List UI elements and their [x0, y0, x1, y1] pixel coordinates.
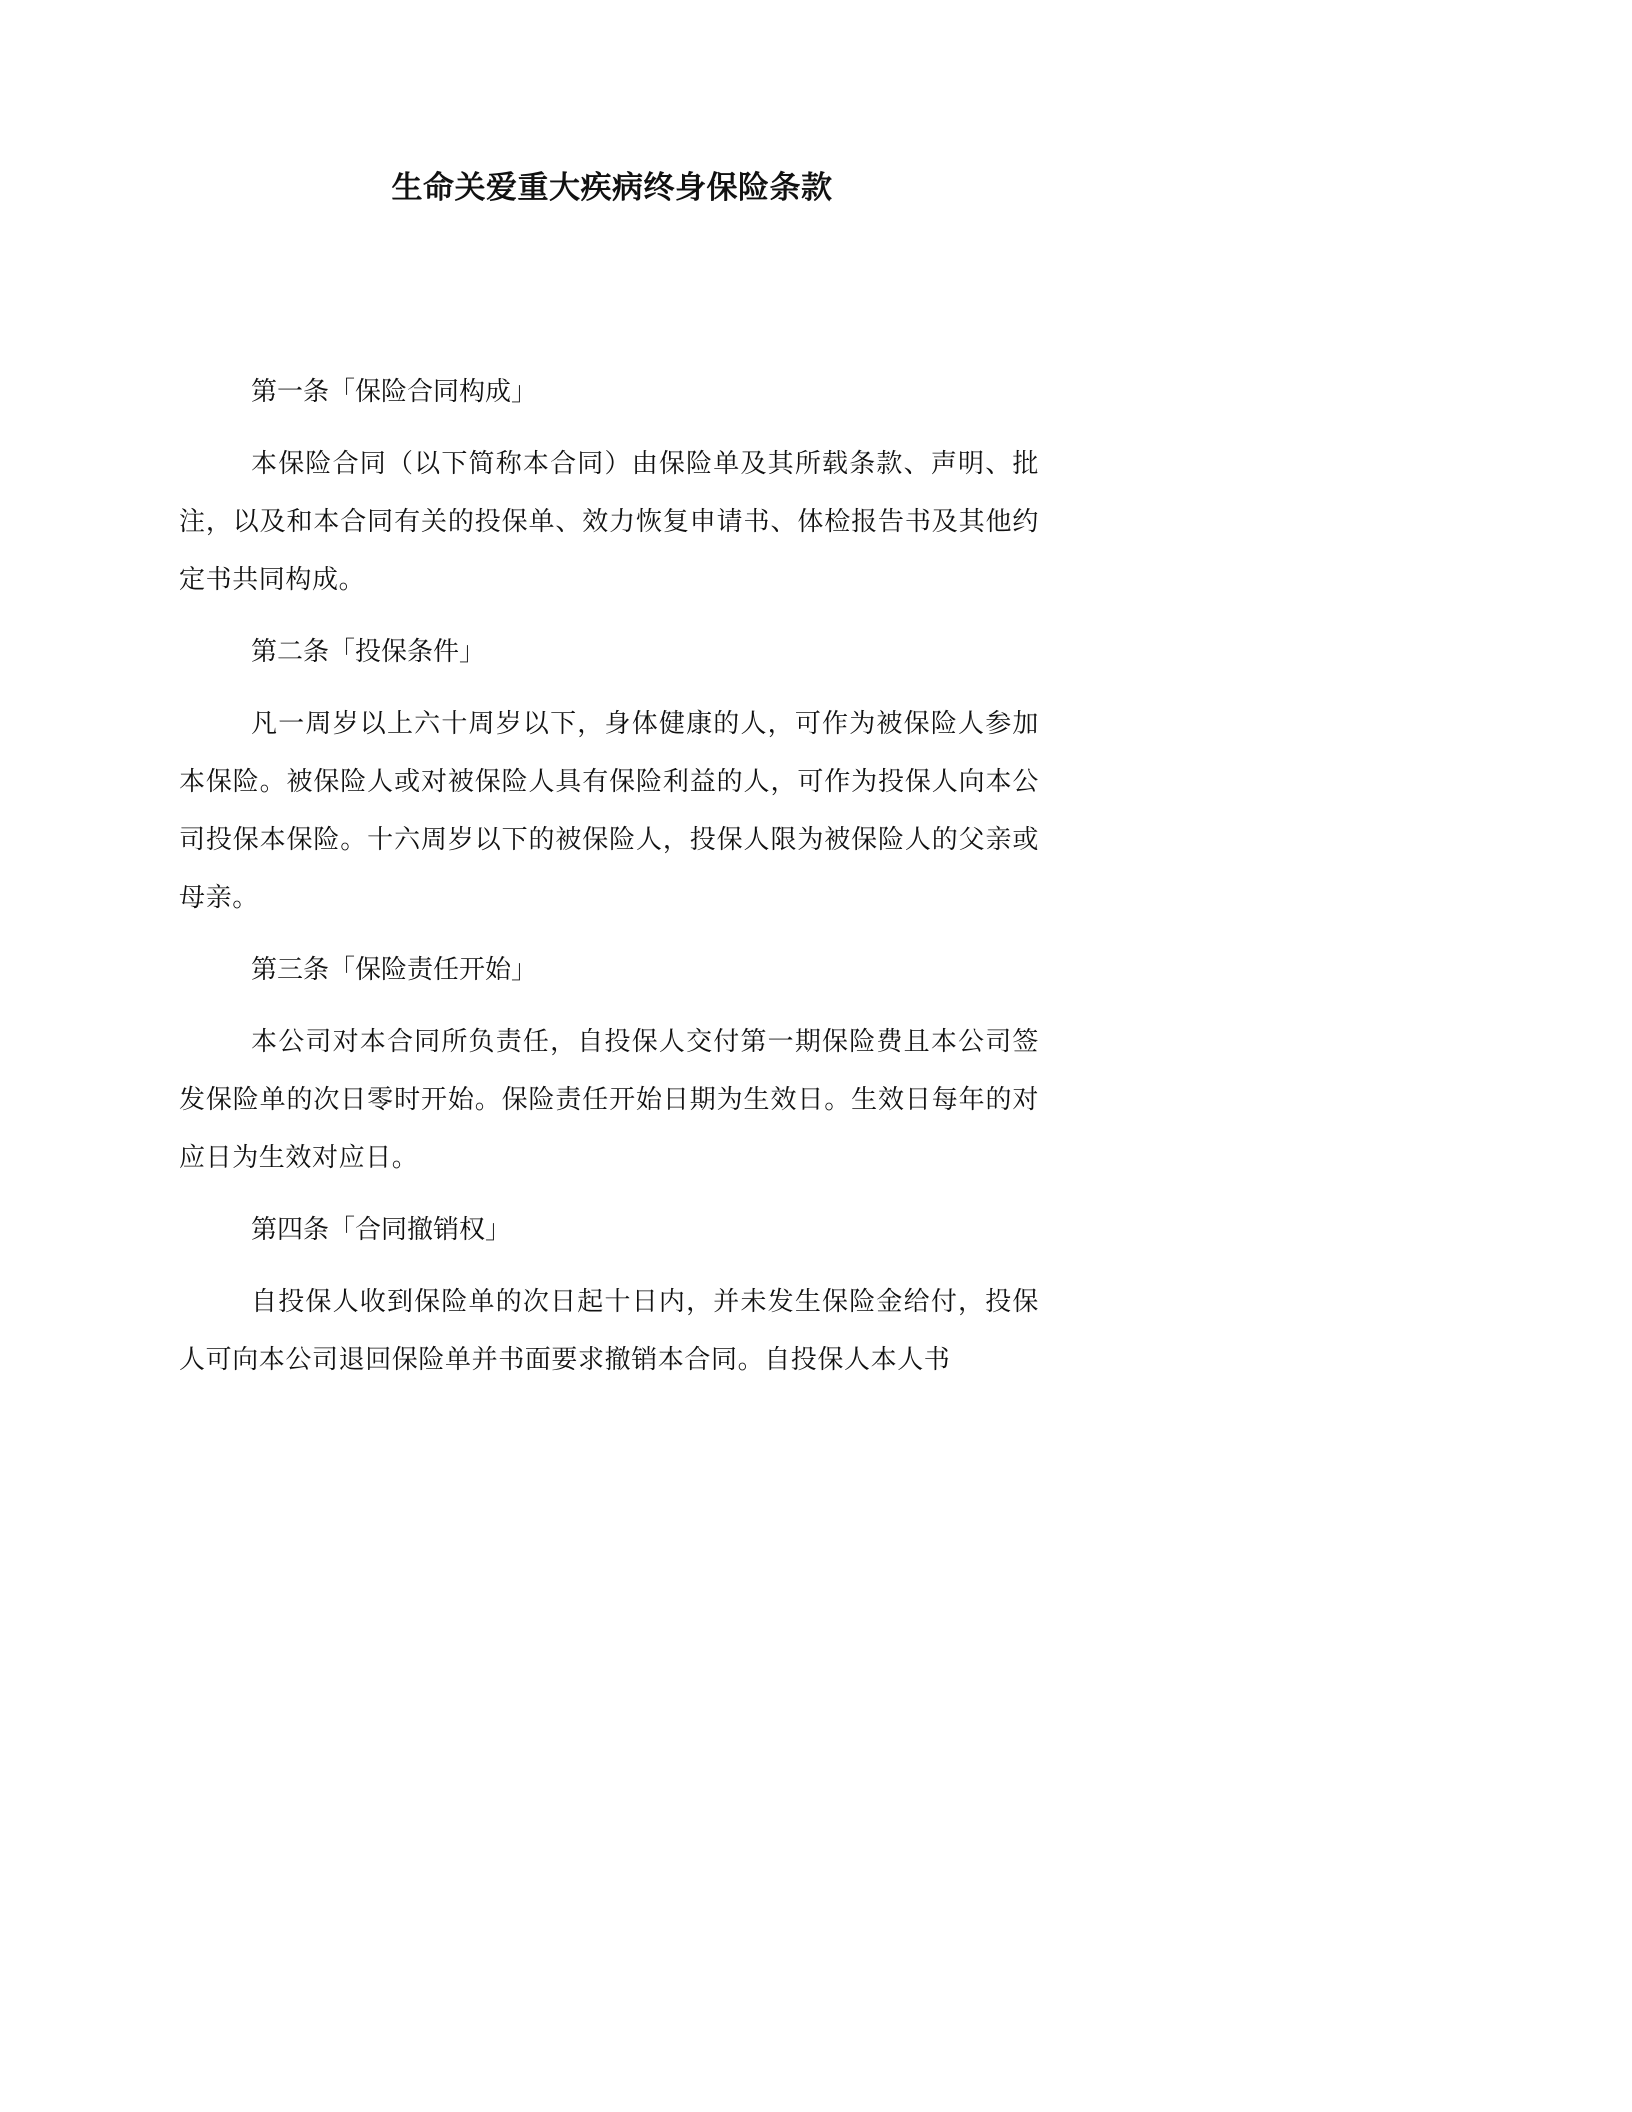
article-4-heading: 第四条「合同撤销权」	[251, 1215, 512, 1245]
article-1-body: 本保险合同（以下简称本合同）由保险单及其所载条款、声明、批注，以及和本合同有关的投保单、效力恢复申请书、体检报告书及其他约定书共同构成。	[179, 449, 1039, 595]
document-body	[179, 363, 1039, 1403]
article-3-heading: 第三条「保险责任开始」	[251, 955, 538, 985]
article-1-heading: 第一条「保险合同构成」	[251, 377, 538, 407]
article-4-body: 自投保人收到保险单的次日起十日内，并未发生保险金给付，投保人可向本公司退回保险单并书面要求撤销本合同。自投保人本人书	[179, 1287, 1039, 1375]
article-2-body: 凡一周岁以上六十周岁以下，身体健康的人，可作为被保险人参加本保险。被保险人或对被保险人具有保险利益的人，可作为投保人向本公司投保本保险。十六周岁以下的被保险人，投保人限为被保险人的父亲或母亲。	[179, 709, 1039, 913]
article-2-heading: 第二条「投保条件」	[251, 637, 486, 667]
article-3-body: 本公司对本合同所负责任，自投保人交付第一期保险费且本公司签发保险单的次日零时开始。保险责任开始日期为生效日。生效日每年的对应日为生效对应日。	[179, 1027, 1039, 1173]
document-title: 生命关爱重大疾病终身保险条款	[391, 170, 833, 206]
